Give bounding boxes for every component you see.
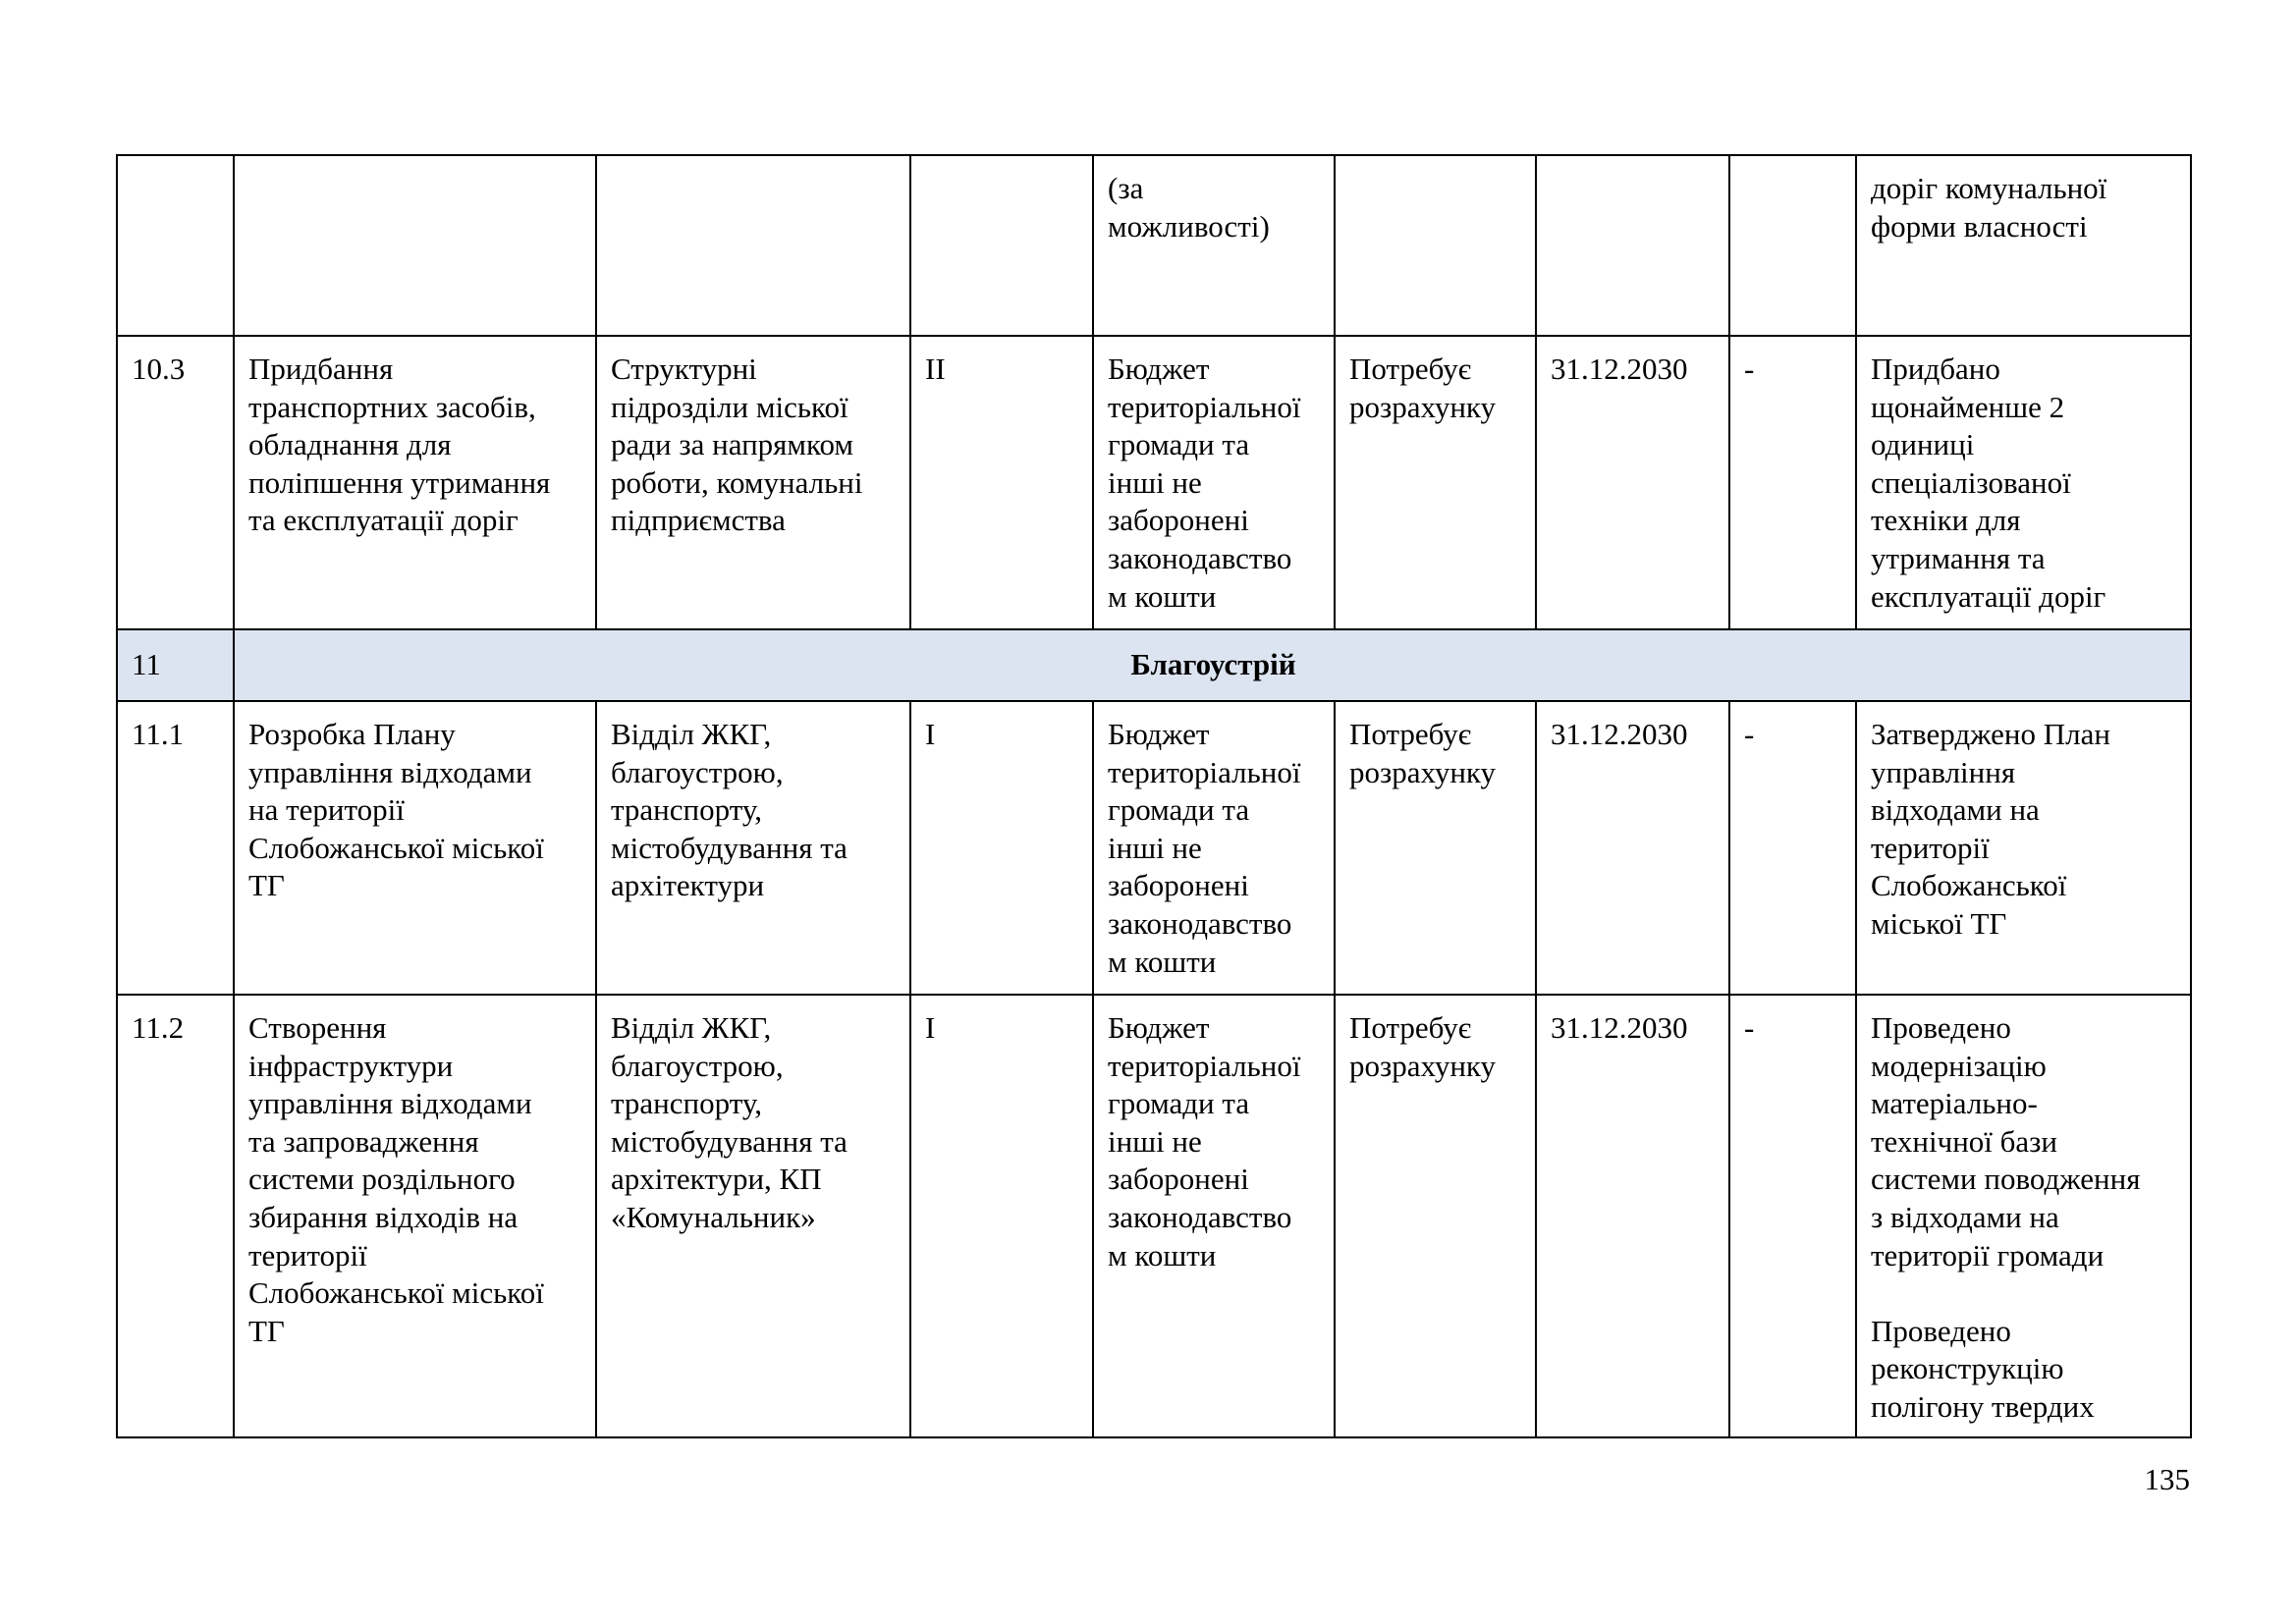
- cell-indicator: [1729, 155, 1856, 336]
- cell-funding-source: Бюджет територіальної громади та інші не заборонені законодавство м кошти: [1093, 995, 1335, 1437]
- cell-measure: Придбання транспортних засобів, обладнання для поліпшення утримання та експлуатації доріг: [234, 336, 596, 629]
- cell-priority: II: [910, 336, 1093, 629]
- cell-deadline: 31.12.2030: [1536, 701, 1729, 995]
- cell-priority: [910, 155, 1093, 336]
- cell-number: 11.2: [117, 995, 234, 1437]
- cell-funding-source: (за можливості): [1093, 155, 1335, 336]
- cell-measure: Створення інфраструктури управління відходами та запровадження системи роздільного збирання відходів на території Слобожанської міської ТГ: [234, 995, 596, 1437]
- section-number: 11: [117, 629, 234, 701]
- table-row: [117, 155, 2191, 336]
- page-number: 135: [2144, 1462, 2190, 1496]
- cell-result: дорiг комунальної форми власності: [1856, 155, 2191, 336]
- cell-executor: Відділ ЖКГ, благоустрою, транспорту, містобудування та архітектури, КП «Комунальник»: [596, 995, 910, 1437]
- measures-table: [116, 154, 2192, 1438]
- cell-indicator: -: [1729, 701, 1856, 995]
- cell-measure: Розробка Плану управління відходами на території Слобожанської міської ТГ: [234, 701, 596, 995]
- cell-deadline: [1536, 155, 1729, 336]
- cell-result: Затверджено План управління відходами на території Слобожанської міської ТГ: [1856, 701, 2191, 995]
- cell-indicator: -: [1729, 995, 1856, 1437]
- cell-amount: Потребує розрахунку: [1335, 995, 1536, 1437]
- cell-executor: Відділ ЖКГ, благоустрою, транспорту, містобудування та архітектури: [596, 701, 910, 995]
- cell-number: 11.1: [117, 701, 234, 995]
- cell-number: 10.3: [117, 336, 234, 629]
- cell-deadline: 31.12.2030: [1536, 995, 1729, 1437]
- cell-priority: I: [910, 995, 1093, 1437]
- table-row: [117, 701, 2191, 995]
- cell-result: Проведено модернізацію матеріально- технічної бази системи поводження з відходами на території громади Проведено реконструкцію полігону твердих: [1856, 995, 2191, 1437]
- cell-number: [117, 155, 234, 336]
- cell-executor: Структурні підрозділи міської ради за напрямком роботи, комунальні підприємства: [596, 336, 910, 629]
- cell-priority: I: [910, 701, 1093, 995]
- cell-measure: [234, 155, 596, 336]
- cell-amount: Потребує розрахунку: [1335, 336, 1536, 629]
- cell-indicator: -: [1729, 336, 1856, 629]
- table-row: [117, 995, 2191, 1437]
- cell-amount: [1335, 155, 1536, 336]
- table-row: [117, 336, 2191, 629]
- cell-deadline: 31.12.2030: [1536, 336, 1729, 629]
- cell-amount: Потребує розрахунку: [1335, 701, 1536, 995]
- section-row: [117, 629, 2191, 701]
- section-title: Благоустрій: [234, 629, 2191, 701]
- cell-executor: [596, 155, 910, 336]
- cell-funding-source: Бюджет територіальної громади та інші не заборонені законодавство м кошти: [1093, 336, 1335, 629]
- cell-funding-source: Бюджет територіальної громади та інші не заборонені законодавство м кошти: [1093, 701, 1335, 995]
- cell-result: Придбано щонайменше 2 одиниці спеціалізованої техніки для утримання та експлуатації доріг: [1856, 336, 2191, 629]
